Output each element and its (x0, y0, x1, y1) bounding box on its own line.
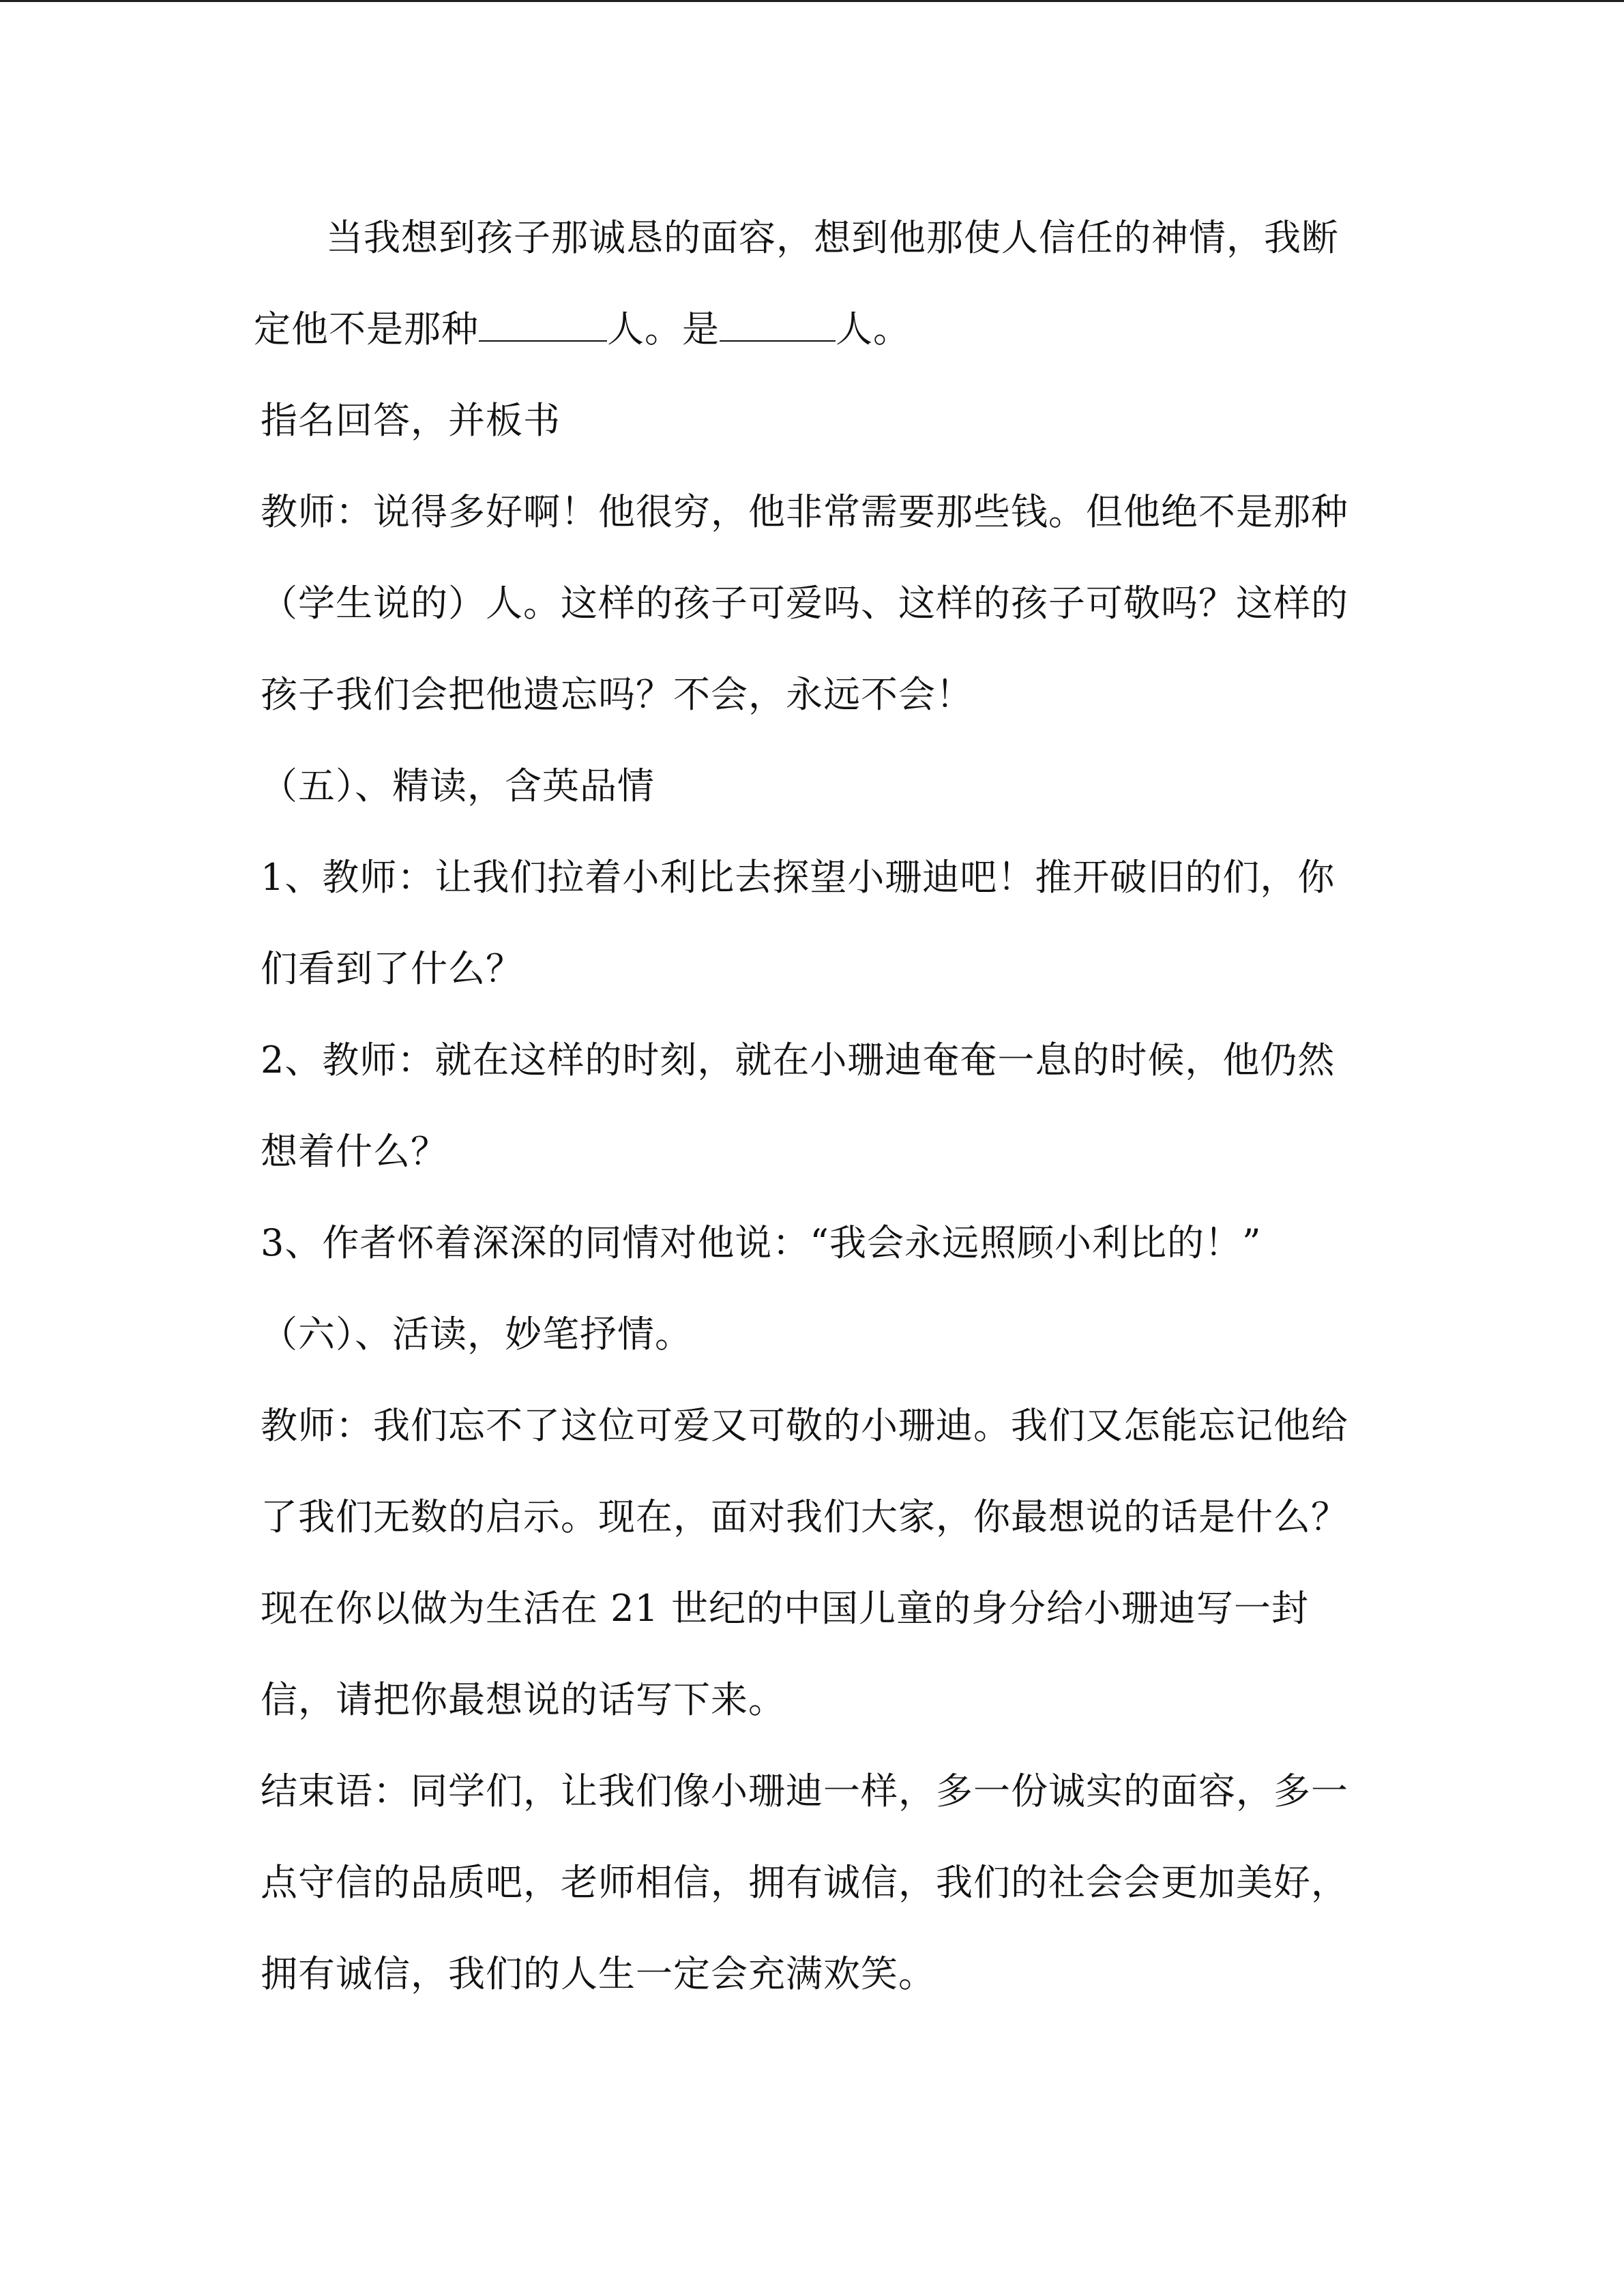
paragraph-3-line-2: （学生说的）人。这样的孩子可爱吗、这样的孩子可敬吗？这样的 (261, 582, 1348, 625)
paragraph-6-line-1: 2、教师：就在这样的时刻，就在小珊迪奄奄一息的时候，他仍然 (261, 1039, 1335, 1082)
paragraph-1-line-1: 当我想到孩子那诚恳的面容，想到他那使人信任的神情，我断 (326, 216, 1339, 259)
fill-in-blank (720, 303, 836, 342)
fill-in-blank (479, 303, 607, 342)
paragraph-10-line-1: 结束语：同学们，让我们像小珊迪一样，多一份诚实的面容，多一 (261, 1770, 1348, 1813)
page-top-border (0, 0, 1624, 2)
paragraph-5-line-2: 们看到了什么？ (261, 947, 523, 990)
paragraph-7: 3、作者怀着深深的同情对他说：“我会永远照顾小利比的！” (261, 1221, 1262, 1264)
paragraph-9-line-1: 教师：我们忘不了这位可爱又可敬的小珊迪。我们又怎能忘记他给 (261, 1404, 1348, 1447)
section-heading-6: （六）、活读，妙笔抒情。 (261, 1313, 692, 1356)
paragraph-3-line-1: 教师：说得多好啊！他很穷，他非常需要那些钱。但他绝不是那种 (261, 490, 1348, 533)
paragraph-1-line-2 (254, 284, 1379, 375)
text-segment: 定他不是那种 (254, 308, 479, 351)
paragraph-10-line-3: 拥有诚信，我们的人生一定会充满欢笑。 (261, 1952, 936, 1995)
paragraph-9-line-3: 现在你以做为生活在 21 世纪的中国儿童的身分给小珊迪写一封 (261, 1587, 1310, 1630)
paragraph-3-line-3: 孩子我们会把他遗忘吗？不会，永远不会！ (261, 673, 973, 716)
paragraph-5-line-1: 1、教师：让我们拉着小利比去探望小珊迪吧！推开破旧的们，你 (261, 856, 1335, 899)
section-heading-5: （五）、精读，含英品情 (261, 764, 655, 807)
paragraph-9-line-4: 信，请把你最想说的话写下来。 (261, 1678, 786, 1721)
paragraph-6-line-2: 想着什么？ (261, 1130, 448, 1173)
paragraph-9-line-2: 了我们无数的启示。现在，面对我们大家，你最想说的话是什么？ (261, 1495, 1348, 1538)
paragraph-2: 指名回答，并板书 (261, 399, 561, 442)
document-page (254, 192, 1379, 2020)
text-segment: 人。 (836, 308, 911, 351)
text-segment: 人。是 (607, 308, 720, 351)
paragraph-10-line-2: 点守信的品质吧，老师相信，拥有诚信，我们的社会会更加美好， (261, 1861, 1348, 1904)
